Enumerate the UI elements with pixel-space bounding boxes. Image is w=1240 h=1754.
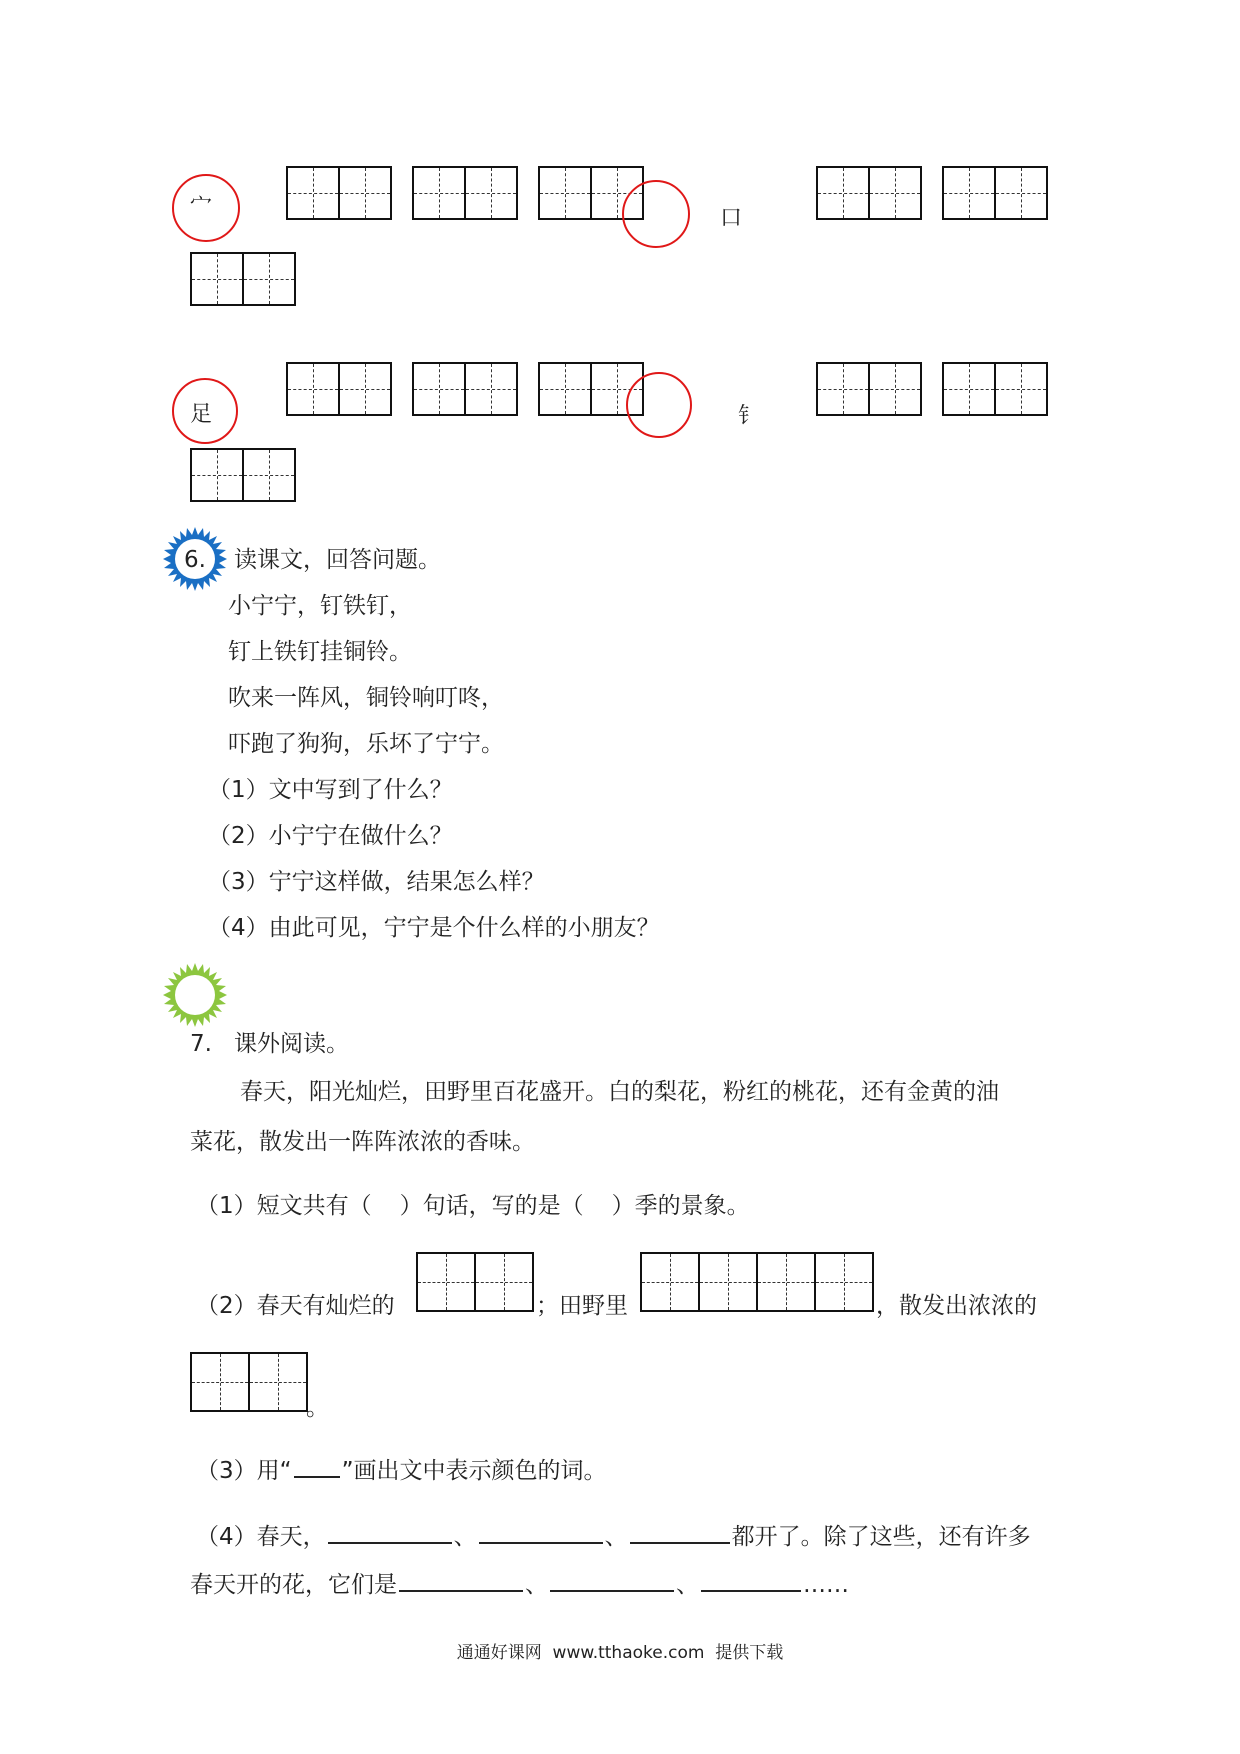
q4-line2-sep-2: 、 [676,1572,699,1598]
radical-mian: 宀 [190,194,213,219]
radical-jin: 钅 [738,404,761,429]
q4-blank-5[interactable] [550,1568,674,1592]
footer-text: 通通好课网 www.tthaoke.com 提供下载 [456,1643,784,1663]
tianzige-row1-group5[interactable] [942,166,1046,220]
q4-sep-1: 、 [453,1524,477,1550]
poem-line-1: 小宁宁，钉铁钉， [228,593,412,619]
q4-sep-2: 、 [604,1524,628,1550]
question-7-1 [196,1192,750,1220]
q1-part-c: ）季的景象。 [611,1193,750,1219]
poem-line-3: 吹来一阵风，铜铃响叮咚， [228,685,504,711]
poem-line-4: 吓跑了狗狗，乐坏了宁宁。 [228,731,504,757]
tianzige-row2-group5[interactable] [942,362,1046,416]
q2-end: 。 [306,1395,329,1421]
passage-line-2: 菜花，散发出一阵阵浓浓的香味。 [190,1129,535,1155]
radical-circle-2 [622,180,690,248]
tianzige-row2-group1[interactable] [286,362,390,416]
q4-line2-part-a: 春天开的花，它们是 [190,1572,397,1598]
radical-zu: 足 [190,402,213,427]
q2-tianzige-1[interactable] [416,1252,532,1312]
q3-part-b: ”画出文中表示颜色的词。 [341,1458,607,1484]
tianzige-row1-group2[interactable] [412,166,516,220]
q2-part-b: ；田野里 [536,1293,628,1319]
question-6-2: （2）小宁宁在做什么？ [208,823,453,849]
q4-part-a: （4）春天， [196,1524,326,1550]
q2-tianzige-3[interactable] [190,1352,306,1412]
q3-part-a: （3）用“ [196,1458,292,1484]
q4-blank-4[interactable] [399,1568,523,1592]
q2-part-a: （2）春天有灿烂的 [196,1293,395,1319]
exercise6-number: 6. [184,547,206,573]
exercise7-number: 7. [190,1031,212,1057]
q2-part-c: ，散发出浓浓的 [876,1293,1037,1319]
q4-blank-3[interactable] [630,1520,730,1544]
tianzige-row2-group2[interactable] [412,362,516,416]
q1-part-a: （1）短文共有（ [196,1193,372,1219]
tianzige-row2-group6[interactable] [190,448,294,502]
passage-line-1: 春天，阳光灿烂，田野里百花盛开。白的梨花，粉红的桃花，还有金黄的油 [240,1079,999,1105]
q1-part-b: ）句话，写的是（ [399,1193,584,1219]
tianzige-row2-group4[interactable] [816,362,920,416]
q4-blank-6[interactable] [701,1568,801,1592]
poem-line-2: 钉上铁钉挂铜铃。 [228,639,412,665]
exercise6-title: 读课文，回答问题。 [234,547,441,573]
tianzige-row1-group6[interactable] [190,252,294,306]
q4-line2-end: …… [803,1572,849,1598]
question-7-4-line1 [196,1520,1031,1551]
question-6-4: （4）由此可见，宁宁是个什么样的小朋友？ [208,915,660,941]
badge-7-icon [162,962,228,1028]
q3-underline-sample [294,1454,340,1478]
q4-part-b: 都开了。除了这些，还有许多 [731,1524,1031,1550]
q2-tianzige-2[interactable] [640,1252,872,1312]
exercise7-title: 课外阅读。 [234,1031,349,1057]
tianzige-row1-group4[interactable] [816,166,920,220]
tianzige-row1-group1[interactable] [286,166,390,220]
question-7-4-line2 [190,1568,849,1599]
q4-blank-2[interactable] [479,1520,603,1544]
q4-line2-sep-1: 、 [525,1572,548,1598]
question-6-1: （1）文中写到了什么？ [208,777,453,803]
question-7-3 [196,1454,606,1485]
question-6-3: （3）宁宁这样做，结果怎么样？ [208,869,545,895]
q4-blank-1[interactable] [328,1520,452,1544]
radical-kou: 口 [720,206,743,231]
radical-circle-4 [626,372,692,438]
